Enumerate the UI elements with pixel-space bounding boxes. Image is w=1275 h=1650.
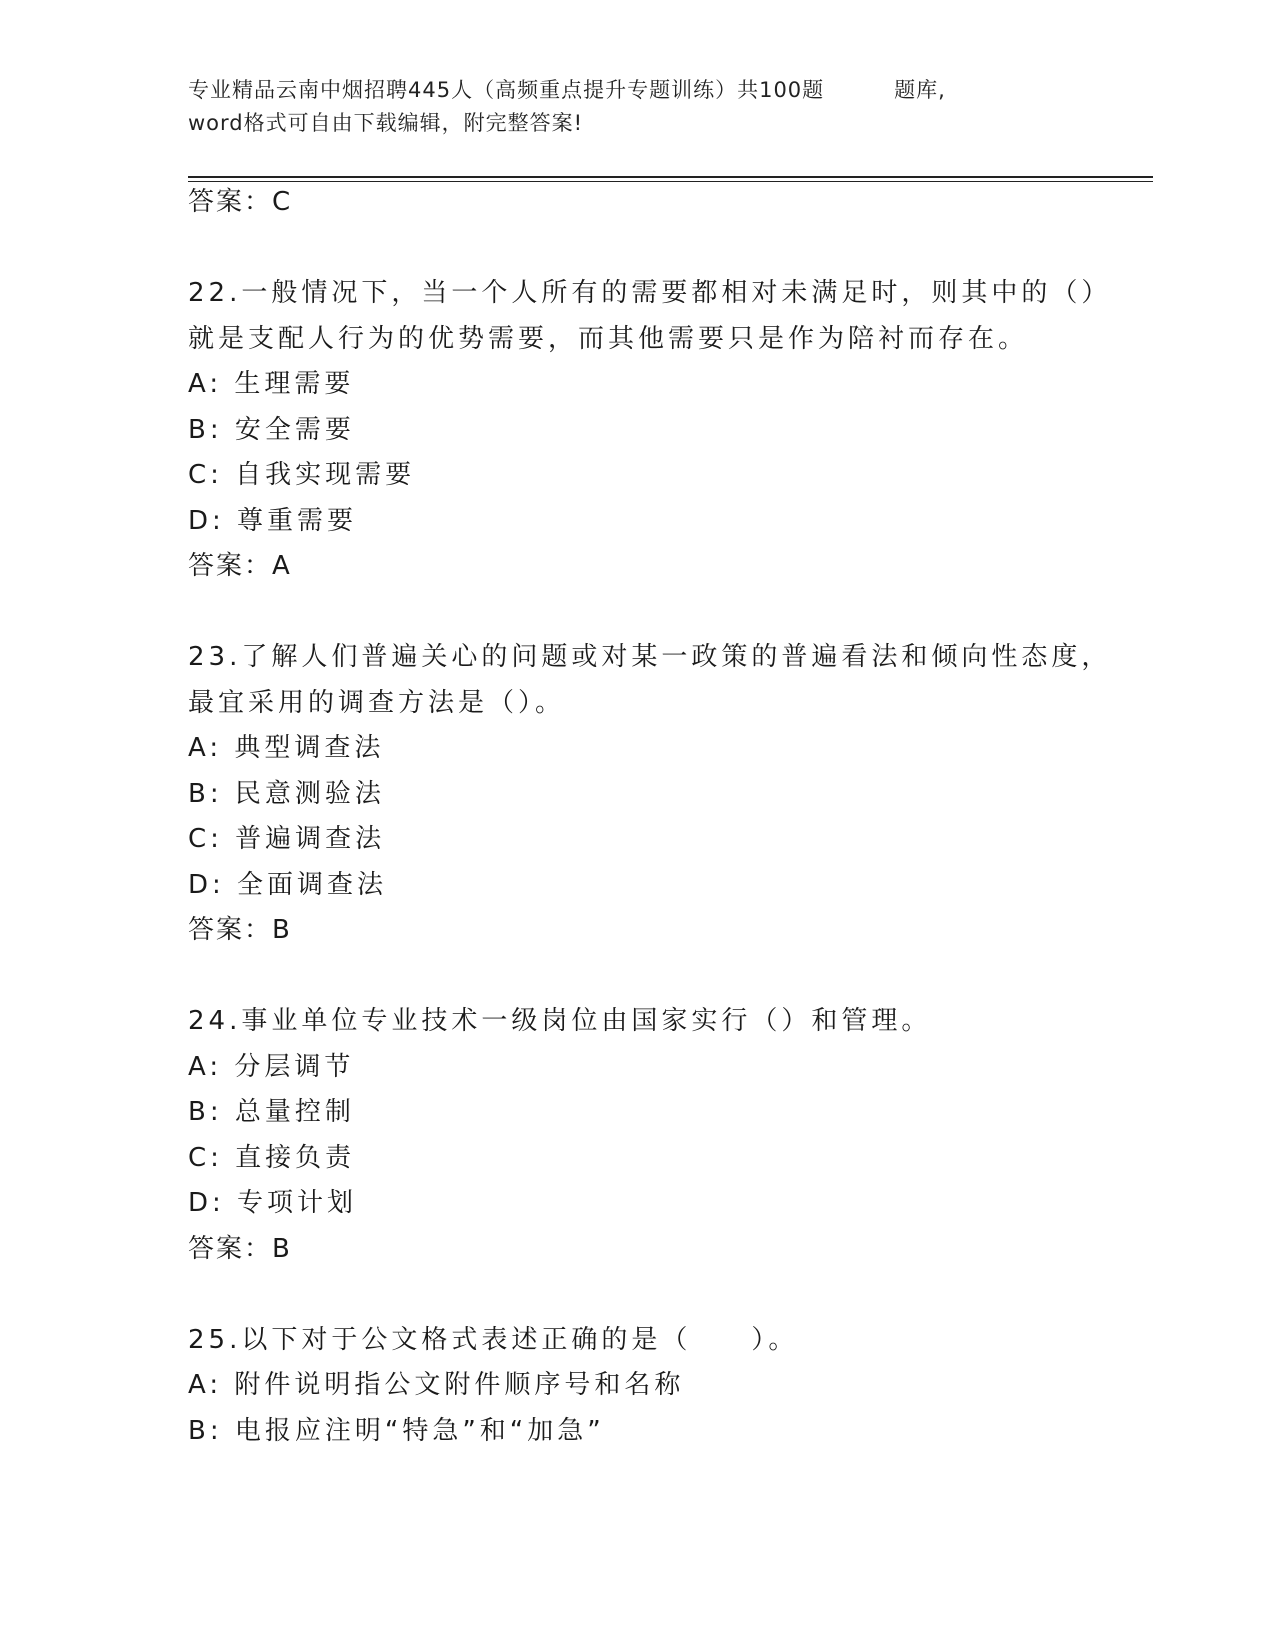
question-stem: 22.一般情况下，当一个人所有的需要都相对未满足时，则其中的（）: [188, 278, 1112, 308]
answer: 答案：A: [188, 551, 292, 581]
option-d: D: 专项计划: [188, 1188, 358, 1218]
question-22: [188, 271, 1112, 590]
page-header: [188, 74, 1048, 140]
header-title-suffix: 题库,: [894, 78, 946, 102]
question-25: [188, 1318, 1088, 1455]
question-stem: 25.以下对于公文格式表述正确的是（ ）。: [188, 1324, 799, 1355]
option-d: D: 尊重需要: [188, 505, 358, 536]
option-a: A: 生理需要: [188, 369, 355, 399]
option-d: D: 全面调查法: [188, 869, 388, 900]
option-a: A: 附件说明指公文附件顺序号和名称: [188, 1370, 685, 1400]
question-stem: 23.了解人们普遍关心的问题或对某一政策的普遍看法和倾向性态度，: [188, 642, 1112, 672]
option-b: B: 电报应注明“特急”和“加急”: [188, 1415, 605, 1446]
previous-answer: 答案：C: [188, 187, 293, 217]
question-list: [188, 180, 1112, 1454]
question-23: [188, 635, 1112, 954]
question-stem: 24.事业单位专业技术一级岗位由国家实行（）和管理。: [188, 1006, 932, 1036]
option-b: B: 安全需要: [188, 414, 355, 445]
option-b: B: 民意测验法: [188, 778, 385, 809]
header-title: 专业精品云南中烟招聘445人（高频重点提升专题训练）共100题: [188, 78, 825, 102]
answer: 答案：B: [188, 1233, 292, 1264]
answer: 答案：B: [188, 915, 292, 945]
question-stem: 就是支配人行为的优势需要，而其他需要只是作为陪衬而存在。: [188, 323, 1029, 354]
header-line-1: [188, 74, 1048, 107]
question-stem: 最宜采用的调查方法是（）。: [188, 687, 566, 718]
option-a: A: 典型调查法: [188, 733, 385, 763]
question-24: [188, 999, 1088, 1272]
option-c: C: 直接负责: [188, 1142, 356, 1173]
option-c: C: 普遍调查法: [188, 824, 386, 854]
header-divider-thick: [188, 176, 1153, 178]
option-c: C: 自我实现需要: [188, 460, 416, 490]
header-line-2: word格式可自由下载编辑，附完整答案!: [188, 111, 584, 135]
option-b: B: 总量控制: [188, 1097, 355, 1127]
option-a: A: 分层调节: [188, 1051, 355, 1082]
